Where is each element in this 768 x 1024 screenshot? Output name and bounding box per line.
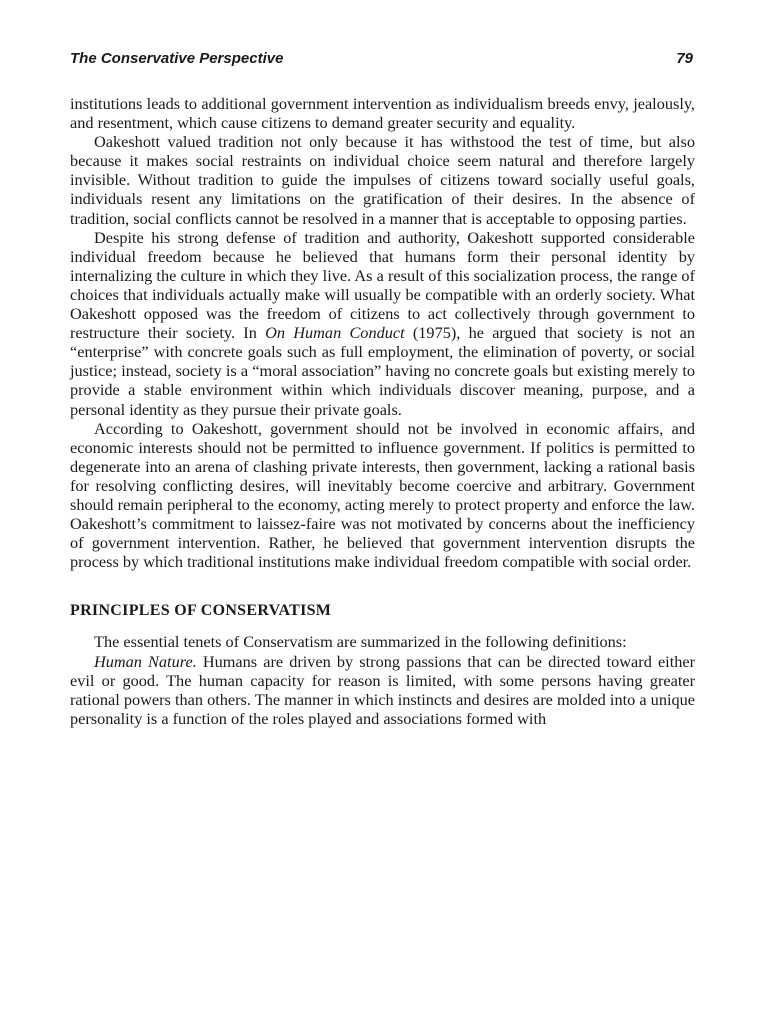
paragraph-tradition xyxy=(70,132,695,227)
running-head-title: The Conservative Perspective xyxy=(70,50,284,67)
paragraph-continued xyxy=(70,94,695,132)
paragraph-text: The essential tenets of Conservatism are summarized in the following definitions: xyxy=(94,632,627,652)
paragraph-tenets-intro xyxy=(70,632,695,651)
book-title: On Human Conduct xyxy=(265,323,405,343)
document-page xyxy=(70,50,695,728)
body-text xyxy=(70,94,695,728)
paragraph-text: Despite his strong defense of tradition and authority, Oakeshott supported considerable individual freedom because he believed that humans form their personal identity by internalizing the culture in which they live. As a result of this socialization process, the range of choices that individuals actually make will usually be compatible with an orderly society. What Oakeshott opposed was the freedom of citizens to act collectively through government to restructure their society. In xyxy=(70,227,695,343)
paragraph-text: According to Oakeshott, government should not be involved in economic affairs, and economic interests should not be permitted to influence government. If politics is permitted to degenerate into an arena of clashing private interests, then government, lacking a rational basis for resolving conflicting desires, will inevitably become coercive and arbitrary. Government should remain peripheral to the economy, acting merely to protect property and enforce the law. Oakeshott’s commitment to laissez-faire was not motivated by concerns about the inefficiency of government intervention. Rather, he believed that government intervention disrupts the process by which traditional institutions make individual freedom compatible with social order. xyxy=(70,418,695,572)
paragraph-text: Humans are driven by strong passions that can be directed toward either evil or good. The human capacity for reason is limited, with some persons having greater rational powers than others. The manner in which instincts and desires are molded into a unique personality is a function of the roles played and associations formed with xyxy=(70,651,696,728)
paragraph-freedom xyxy=(70,228,695,419)
definition-term: Human Nature. xyxy=(94,651,197,671)
paragraph-human-nature xyxy=(70,652,695,728)
paragraph-text: (1975), he argued that society is not an “enterprise” with concrete goals such as full employment, the elimination of poverty, or social justice; instead, society is a “moral association” having no concrete goals but existing merely to provide a stable environment within which individuals discover meaning, purpose, and a personal identity as they pursue their private goals. xyxy=(70,323,695,419)
running-head xyxy=(70,50,695,67)
paragraph-text: Oakeshott valued tradition not only because it has withstood the test of time, but also because it makes social restraints on individual choice seem natural and therefore largely invisible. Without tradition to guide the impulses of citizens toward socially useful goals, individuals resent any limitations on the gratification of their desires. In the absence of tradition, social conflicts cannot be resolved in a manner that is acceptable to opposing parties. xyxy=(70,132,695,228)
paragraph-economy xyxy=(70,419,695,572)
section-heading: PRINCIPLES OF CONSERVATISM xyxy=(70,602,332,620)
paragraph-text: institutions leads to additional government intervention as individualism breeds envy, jealously, and resentment, which cause citizens to demand greater security and equality. xyxy=(70,94,695,133)
page-number: 79 xyxy=(676,50,693,67)
